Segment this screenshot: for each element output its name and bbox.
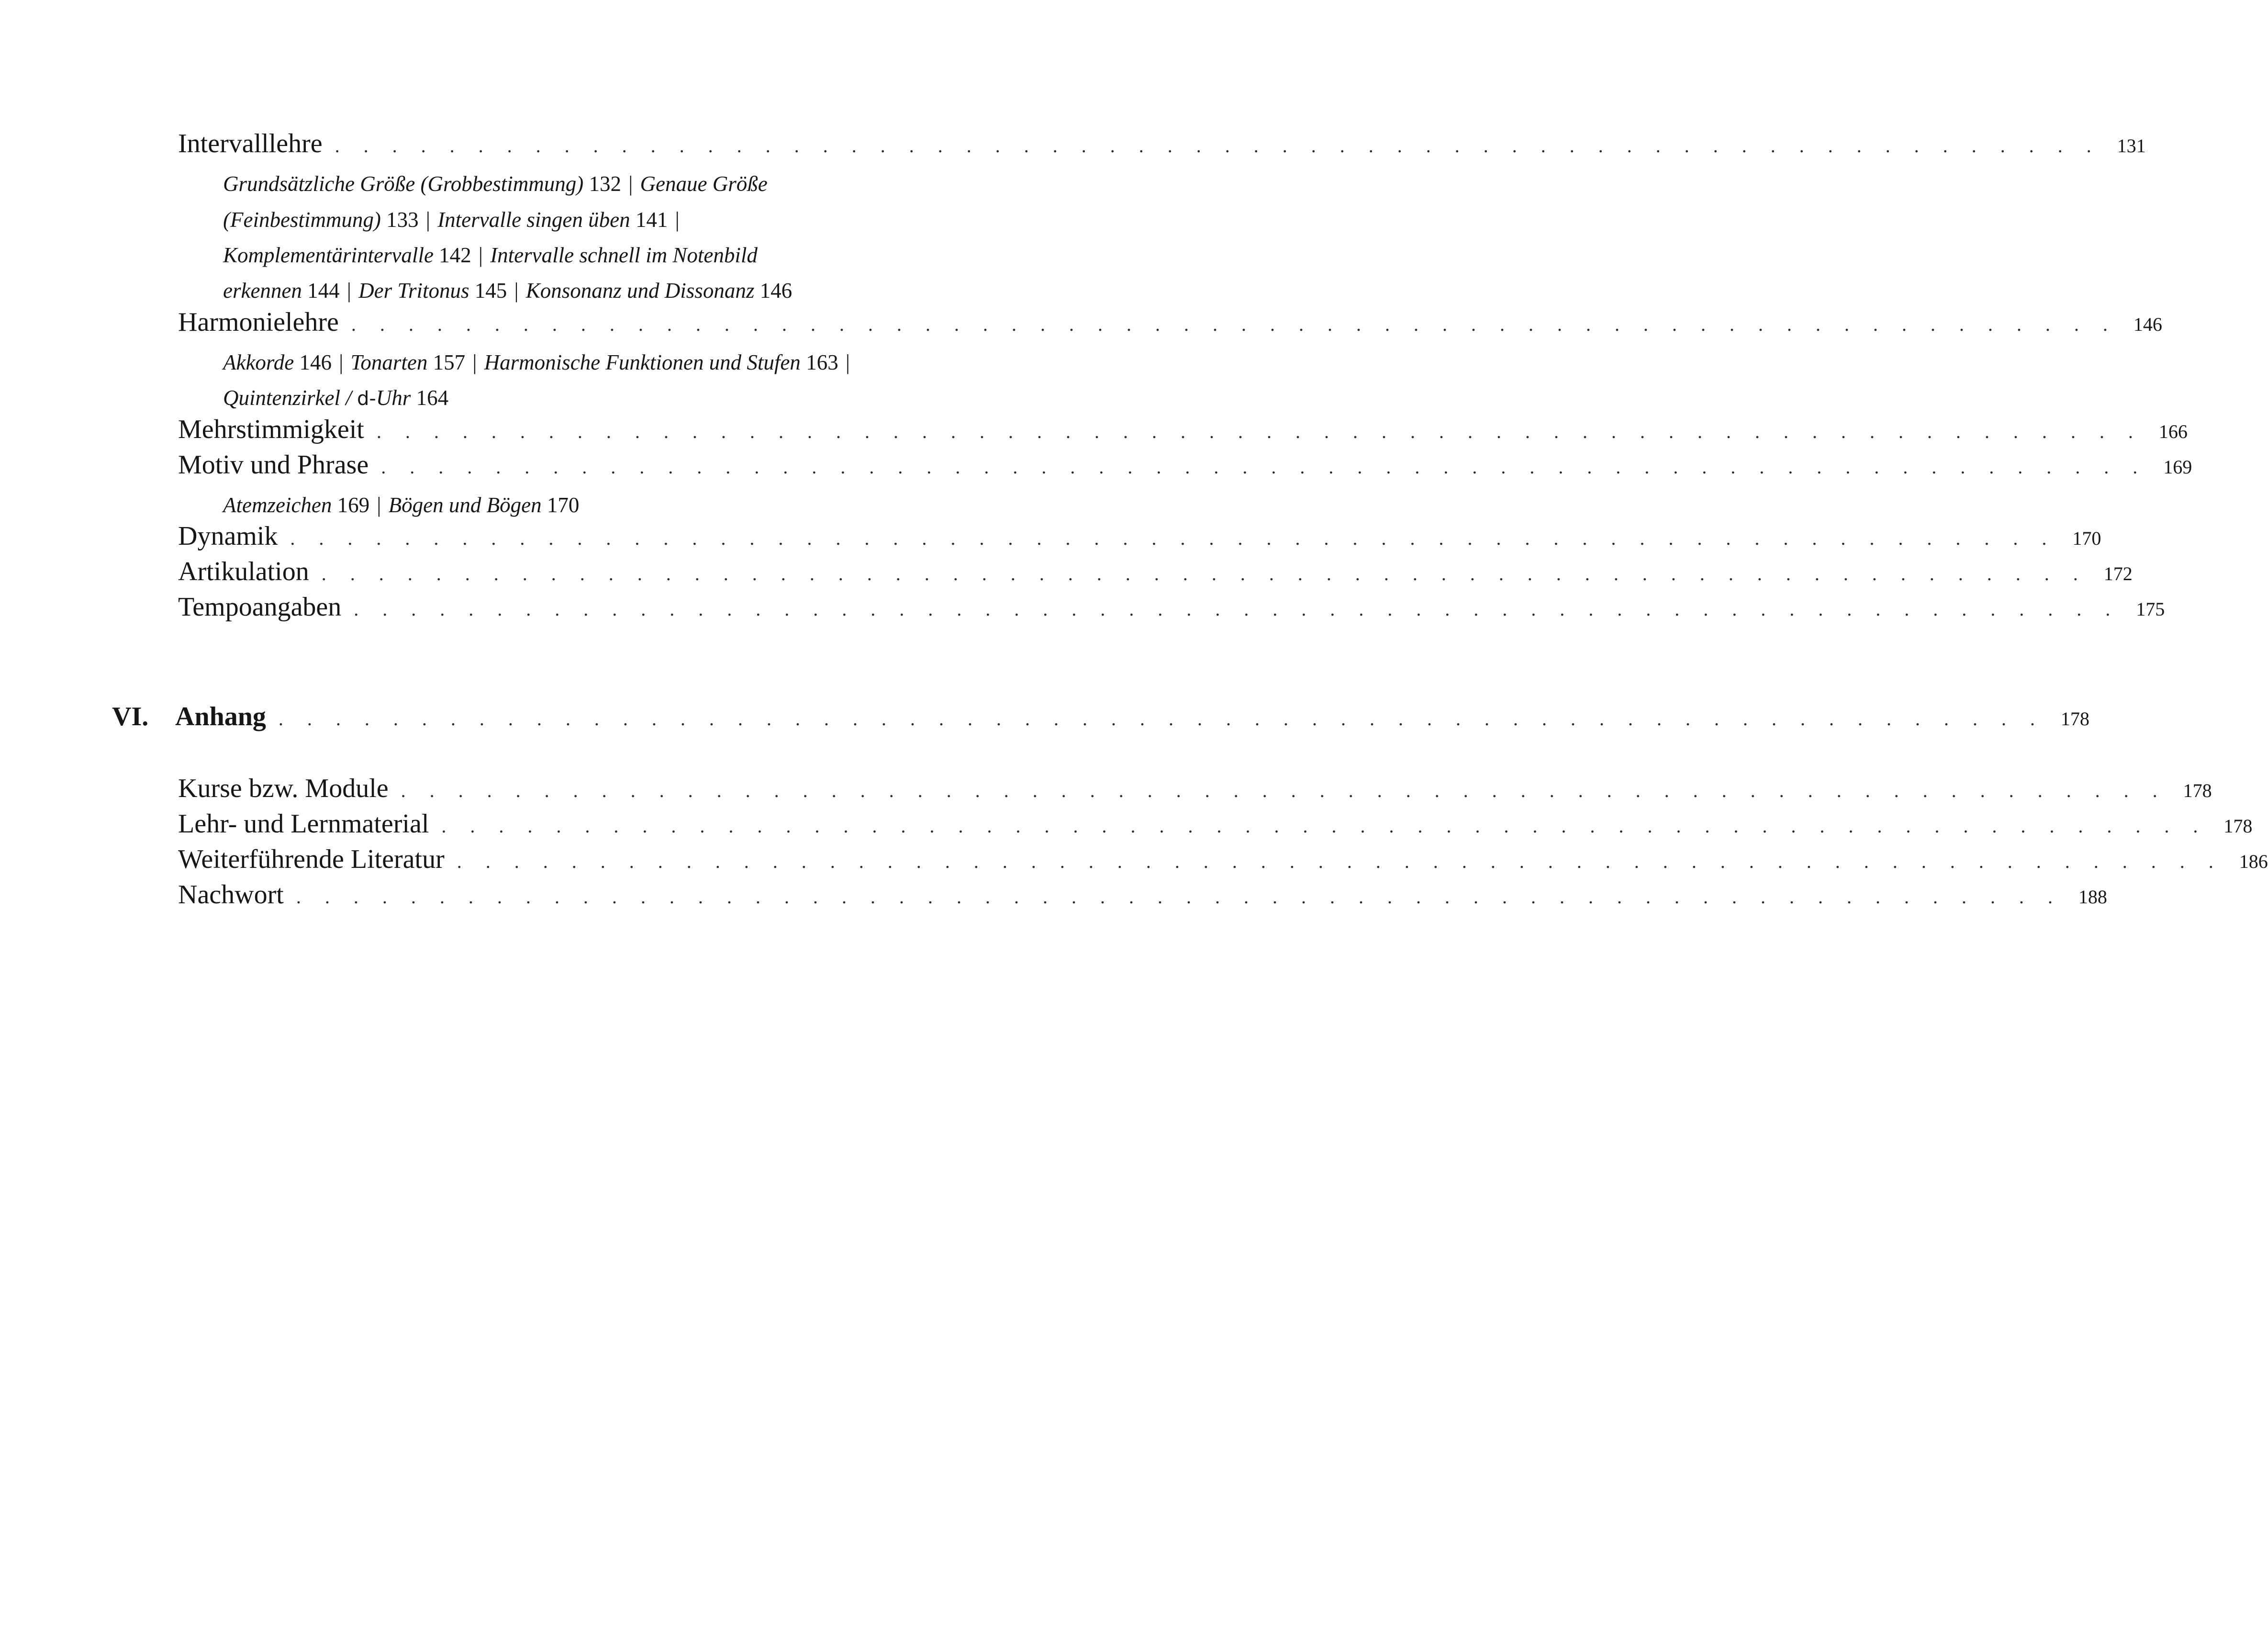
toc-entry-artikulation[interactable] bbox=[178, 556, 2133, 593]
toc-leader-dots: . . . . . . . . . . . . . . . . . . . . . . . . . . . . . . . . . . . . . . . . . . . . . . . . . . . . . . . . . . . . . . bbox=[376, 421, 2143, 442]
toc-subentries-line bbox=[223, 387, 448, 409]
toc-separator: | bbox=[628, 172, 633, 196]
toc-leader-dots: . . . . . . . . . . . . . . . . . . . . . . . . . . . . . . . . . . . . . . . . . . . . . . . . . . . . . . . . . . . . . . bbox=[335, 135, 2101, 157]
toc-entry-page-number: 131 bbox=[2117, 135, 2146, 157]
toc-subentry-page: 146 bbox=[760, 279, 793, 303]
toc-leader-dots: . . . . . . . . . . . . . . . . . . . . . . . . . . . . . . . . . . . . . . . . . . . . . . . . . . . . . . . . . . . . . . bbox=[401, 780, 2167, 801]
toc-subentry-page: 144 bbox=[307, 279, 340, 303]
toc-leader-dots: . . . . . . . . . . . . . . . . . . . . . . . . . . . . . . . . . . . . . . . . . . . . . . . . . . . . . . . . . . . . . . bbox=[296, 886, 2062, 908]
toc-entry-lehr-und-lernmaterial[interactable] bbox=[178, 809, 2253, 845]
toc-subentries-line bbox=[223, 352, 852, 373]
toc-entry-page-number: 186 bbox=[2239, 851, 2268, 872]
toc-entry-page-number: 146 bbox=[2133, 314, 2162, 335]
toc-subentry-title[interactable]: Harmonische Funktionen und Stufen bbox=[484, 350, 801, 374]
chapter-number: VI. bbox=[112, 702, 149, 731]
toc-subentries-line bbox=[223, 245, 758, 266]
toc-entry-tempoangaben[interactable] bbox=[178, 592, 2165, 628]
toc-entry-motiv-und-phrase[interactable] bbox=[178, 449, 2192, 486]
toc-entry-title: Kurse bzw. Module bbox=[178, 774, 389, 803]
toc-leader-dots: . . . . . . . . . . . . . . . . . . . . . . . . . . . . . . . . . . . . . . . . . . . . . . . . . . . . . . . . . . . . . . bbox=[290, 528, 2056, 549]
toc-entry-page-number: 170 bbox=[2072, 528, 2101, 549]
toc-subentry-title[interactable]: Komplementärintervalle bbox=[223, 243, 434, 267]
toc-entry-title: Lehr- und Lernmaterial bbox=[178, 809, 429, 839]
toc-subentry-page: 145 bbox=[474, 279, 507, 303]
toc-entry-page-number: 169 bbox=[2163, 456, 2192, 478]
toc-entry-title: Intervalllehre bbox=[178, 129, 323, 158]
toc-separator: | bbox=[845, 350, 850, 374]
toc-entry-title: Dynamik bbox=[178, 521, 278, 551]
toc-separator: | bbox=[339, 350, 344, 374]
toc-subentry-page: 142 bbox=[439, 243, 471, 267]
toc-subentry-page: 164 bbox=[416, 386, 449, 410]
toc-subentry-title[interactable]: Konsonanz und Dissonanz bbox=[525, 279, 755, 303]
toc-entry-title: Weiterführende Literatur bbox=[178, 844, 445, 874]
toc-entry-harmonielehre[interactable] bbox=[178, 307, 2162, 343]
toc-entry-page-number: 172 bbox=[2103, 563, 2133, 584]
toc-entry-intervalllehre[interactable] bbox=[178, 128, 2146, 165]
toc-subentry-title[interactable]: Akkorde bbox=[223, 350, 294, 374]
toc-leader-dots: . . . . . . . . . . . . . . . . . . . . . . . . . . . . . . . . . . . . . . . . . . . . . . . . . . . . . . . . . . . . . . bbox=[321, 563, 2088, 584]
toc-subentries-line bbox=[223, 209, 682, 231]
toc-leader-dots: . . . . . . . . . . . . . . . . . . . . . . . . . . . . . . . . . . . . . . . . . . . . . . . . . . . . . . . . . . . . . . bbox=[354, 598, 2120, 620]
toc-entry-title: Nachwort bbox=[178, 880, 284, 910]
toc-subentry-page: 146 bbox=[299, 350, 332, 374]
toc-leader-dots: . . . . . . . . . . . . . . . . . . . . . . . . . . . . . . . . . . . . . . . . . . . . . . . . . . . . . . . . . . . . . . bbox=[457, 851, 2223, 872]
toc-subentry-title[interactable]: Uhr bbox=[376, 386, 411, 410]
toc-chapter-anhang[interactable] bbox=[112, 701, 2089, 740]
toc-entry-kurse-bzw-module[interactable] bbox=[178, 773, 2212, 809]
toc-entry-title: Mehrstimmigkeit bbox=[178, 415, 364, 444]
toc-entry-page-number: 188 bbox=[2078, 886, 2107, 908]
toc-entry-page-number: 166 bbox=[2158, 421, 2188, 442]
toc-subentry-title[interactable]: Intervalle singen üben bbox=[437, 208, 630, 232]
toc-subentry-title[interactable]: Bögen und Bögen bbox=[388, 493, 542, 517]
toc-subentry-title[interactable]: (Feinbestimmung) bbox=[223, 208, 381, 232]
toc-separator: | bbox=[346, 279, 351, 303]
toc-subentry-page: 132 bbox=[589, 172, 622, 196]
toc-subentry-title[interactable]: Grundsätzliche Größe (Grobbestimmung) bbox=[223, 172, 584, 196]
toc-separator: | bbox=[478, 243, 483, 267]
toc-leader-dots: . . . . . . . . . . . . . . . . . . . . . . . . . . . . . . . . . . . . . . . . . . . . . . . . . . . . . . . . . . . . . . bbox=[381, 456, 2147, 478]
toc-subentries-line bbox=[223, 173, 768, 195]
toc-entry-title: Harmonielehre bbox=[178, 307, 339, 337]
toc-subentry-title[interactable]: Quintenzirkel / bbox=[223, 386, 352, 410]
toc-subentry-page: 133 bbox=[386, 208, 419, 232]
toc-entry-page-number: 175 bbox=[2136, 598, 2165, 620]
toc-subentry-page: 170 bbox=[547, 493, 580, 517]
toc-entry-mehrstimmigkeit[interactable] bbox=[178, 414, 2188, 450]
toc-entry-page-number: 178 bbox=[2183, 780, 2212, 801]
toc-entry-title: Artikulation bbox=[178, 557, 309, 586]
toc-subentry-title[interactable]: Tonarten bbox=[350, 350, 428, 374]
toc-separator: | bbox=[472, 350, 477, 374]
toc-separator: | bbox=[675, 208, 680, 232]
toc-entry-title: Motiv und Phrase bbox=[178, 450, 369, 480]
toc-subentry-title-symbol: d- bbox=[357, 388, 376, 410]
toc-leader-dots: . . . . . . . . . . . . . . . . . . . . . . . . . . . . . . . . . . . . . . . . . . . . . . . . . . . . . . . . . . . . . . bbox=[278, 708, 2045, 730]
toc-subentry-page: 141 bbox=[635, 208, 668, 232]
toc-entry-title: Tempoangaben bbox=[178, 592, 342, 622]
toc-subentry-title[interactable]: Der Tritonus bbox=[358, 279, 469, 303]
toc-subentry-page: 163 bbox=[806, 350, 838, 374]
toc-subentry-title[interactable]: erkennen bbox=[223, 279, 302, 303]
toc-subentry-page: 169 bbox=[337, 493, 370, 517]
toc-separator: | bbox=[425, 208, 430, 232]
toc-entry-page-number: 178 bbox=[2223, 815, 2253, 837]
toc-subentry-title[interactable]: Intervalle schnell im Notenbild bbox=[490, 243, 758, 267]
toc-entry-weiterfuehrende-literatur[interactable] bbox=[178, 844, 2268, 880]
chapter-title: Anhang bbox=[175, 702, 266, 731]
toc-subentry-page: 157 bbox=[433, 350, 466, 374]
toc-subentry-title[interactable]: Genaue Größe bbox=[640, 172, 768, 196]
toc-separator: | bbox=[514, 279, 519, 303]
toc-separator: | bbox=[377, 493, 381, 517]
toc-subentries-line bbox=[223, 494, 579, 516]
toc-leader-dots: . . . . . . . . . . . . . . . . . . . . . . . . . . . . . . . . . . . . . . . . . . . . . . . . . . . . . . . . . . . . . . bbox=[351, 314, 2117, 335]
toc-leader-dots: . . . . . . . . . . . . . . . . . . . . . . . . . . . . . . . . . . . . . . . . . . . . . . . . . . . . . . . . . . . . . . bbox=[441, 815, 2208, 837]
toc-entry-dynamik[interactable] bbox=[178, 521, 2101, 557]
chapter-page-number: 178 bbox=[2060, 708, 2089, 730]
toc-subentry-title[interactable]: Atemzeichen bbox=[223, 493, 332, 517]
toc-subentries-line bbox=[223, 280, 792, 302]
toc-entry-nachwort[interactable] bbox=[178, 879, 2107, 916]
